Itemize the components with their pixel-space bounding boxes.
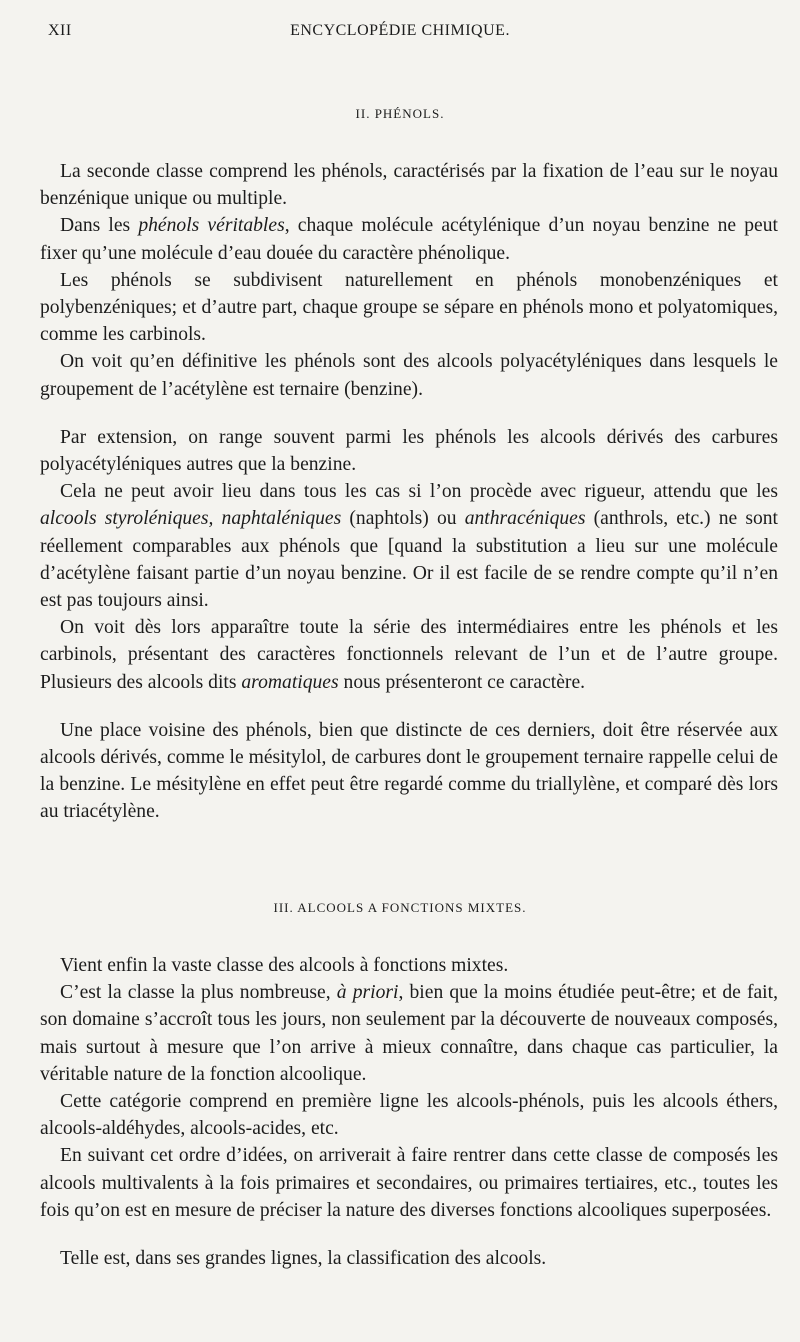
text-run: Dans les <box>60 215 139 237</box>
text-run: On voit dès lors apparaître toute la série des intermédiaires entre les phénols et les carbinols, présentant des caractères fonctionnels relevant de l’un et de l’autre groupe. Plusieurs des alcools dits <box>40 617 778 693</box>
paragraph <box>40 478 778 614</box>
text-run: La seconde classe comprend les phénols, caractérisés par la fixation de l’eau sur le noyau benzénique unique ou multiple. <box>40 161 778 210</box>
paragraph <box>40 1088 778 1142</box>
text-run: Telle est, dans ses grandes lignes, la classification des alcools. <box>60 1248 547 1270</box>
italic-term: anthracéniques <box>464 508 586 530</box>
text-run: Cette catégorie comprend en première ligne les alcools-phénols, puis les alcools éthers, alcools-aldéhydes, alcools-acides, etc. <box>40 1091 778 1140</box>
paragraph-gap <box>40 403 778 424</box>
section-heading-phenols: II. PHÉNOLS. <box>355 106 445 121</box>
text-run: (naphtols) ou <box>341 508 465 530</box>
text-run: En suivant cet ordre d’idées, on arriverait à faire rentrer dans cette classe de composés les alcools multivalents à la fois primaires et secondaires, ou primaires tertiaires, etc., toutes les fois qu’on est en mesure de préciser la nature des diverses fonctions alcooliques superposées. <box>40 1145 778 1221</box>
paragraph <box>40 1245 778 1272</box>
text-run: Les phénols se subdivisent naturellement en phénols monobenzéniques et polybenzéniques; et d’autre part, chaque groupe se sépare en phénols mono et polyatomiques, comme les carbinols. <box>40 269 778 346</box>
paragraph-gap <box>40 1224 778 1245</box>
text-run: C’est la classe la plus nombreuse, <box>60 982 337 1004</box>
text-run: , bien que la moins étudiée peut-être; et de fait, son domaine s’accroît tous les jours, non seulement par la découverte de nouveaux composés, mais surtout à mesure que l’on arrive à mieux connaître, dans chaque cas particulier, la véritable nature de la fonction alcoolique. <box>40 982 778 1085</box>
paragraph <box>40 614 778 696</box>
text-run: Par extension, on range souvent parmi les phénols les alcools dérivés des carbures polyacétyléniques autres que la benzine. <box>40 426 778 476</box>
running-title: ENCYCLOPÉDIE CHIMIQUE. <box>290 22 510 39</box>
paragraph <box>40 717 778 826</box>
running-header <box>36 22 764 48</box>
section-body-phenols <box>40 158 778 826</box>
paragraph <box>40 267 778 349</box>
italic-term: phénols véritables <box>138 215 285 237</box>
paragraph <box>40 424 778 478</box>
italic-term: aromatiques <box>241 671 339 693</box>
text-run: nous présenteront ce caractère. <box>338 671 586 693</box>
text-run: On voit qu’en définitive les phénols sont des alcools polyacétyléniques dans lesquels le groupement de l’acétylène est ternaire (benzine). <box>40 351 778 400</box>
section-body-mixed-alcohols <box>40 952 778 1272</box>
paragraph <box>40 979 778 1088</box>
paragraph <box>40 158 778 212</box>
text-run: Vient enfin la vaste classe des alcools à fonctions mixtes. <box>60 955 509 976</box>
page-number: XII <box>48 22 72 39</box>
paragraph-gap <box>40 696 778 717</box>
section-heading-mixed-alcohols: III. ALCOOLS A FONCTIONS MIXTES. <box>273 900 527 915</box>
paragraph <box>40 348 778 402</box>
text-run: Cela ne peut avoir lieu dans tous les cas si l’on procède avec rigueur, attendu que les <box>60 481 778 503</box>
italic-term: à priori <box>336 982 399 1004</box>
text-run: (anthrols, etc.) ne sont réellement comparables aux phénols que [quand la substitution a lieu sur une molécule d’acétylène faisant partie d’un noyau benzine. Or il est facile de se rendre compte qu’il n’en est pas toujours ainsi. <box>40 508 778 612</box>
paragraph <box>40 212 778 266</box>
italic-term: alcools styroléniques, naphtaléniques <box>40 508 342 530</box>
text-run: Une place voisine des phénols, bien que distincte de ces derniers, doit être réservée aux alcools dérivés, comme le mésitylol, de carbures dont le groupement ternaire rappelle celui de la benzine. Le mésitylène en effet peut être regardé comme du triallylène, et comparé dès lors au triacétylène. <box>40 719 778 823</box>
paragraph <box>40 952 778 979</box>
text-run: , chaque molécule acétylénique d’un noyau benzine ne peut fixer qu’une molécule d’eau douée du caractère phénolique. <box>40 215 778 264</box>
paragraph <box>40 1142 778 1224</box>
